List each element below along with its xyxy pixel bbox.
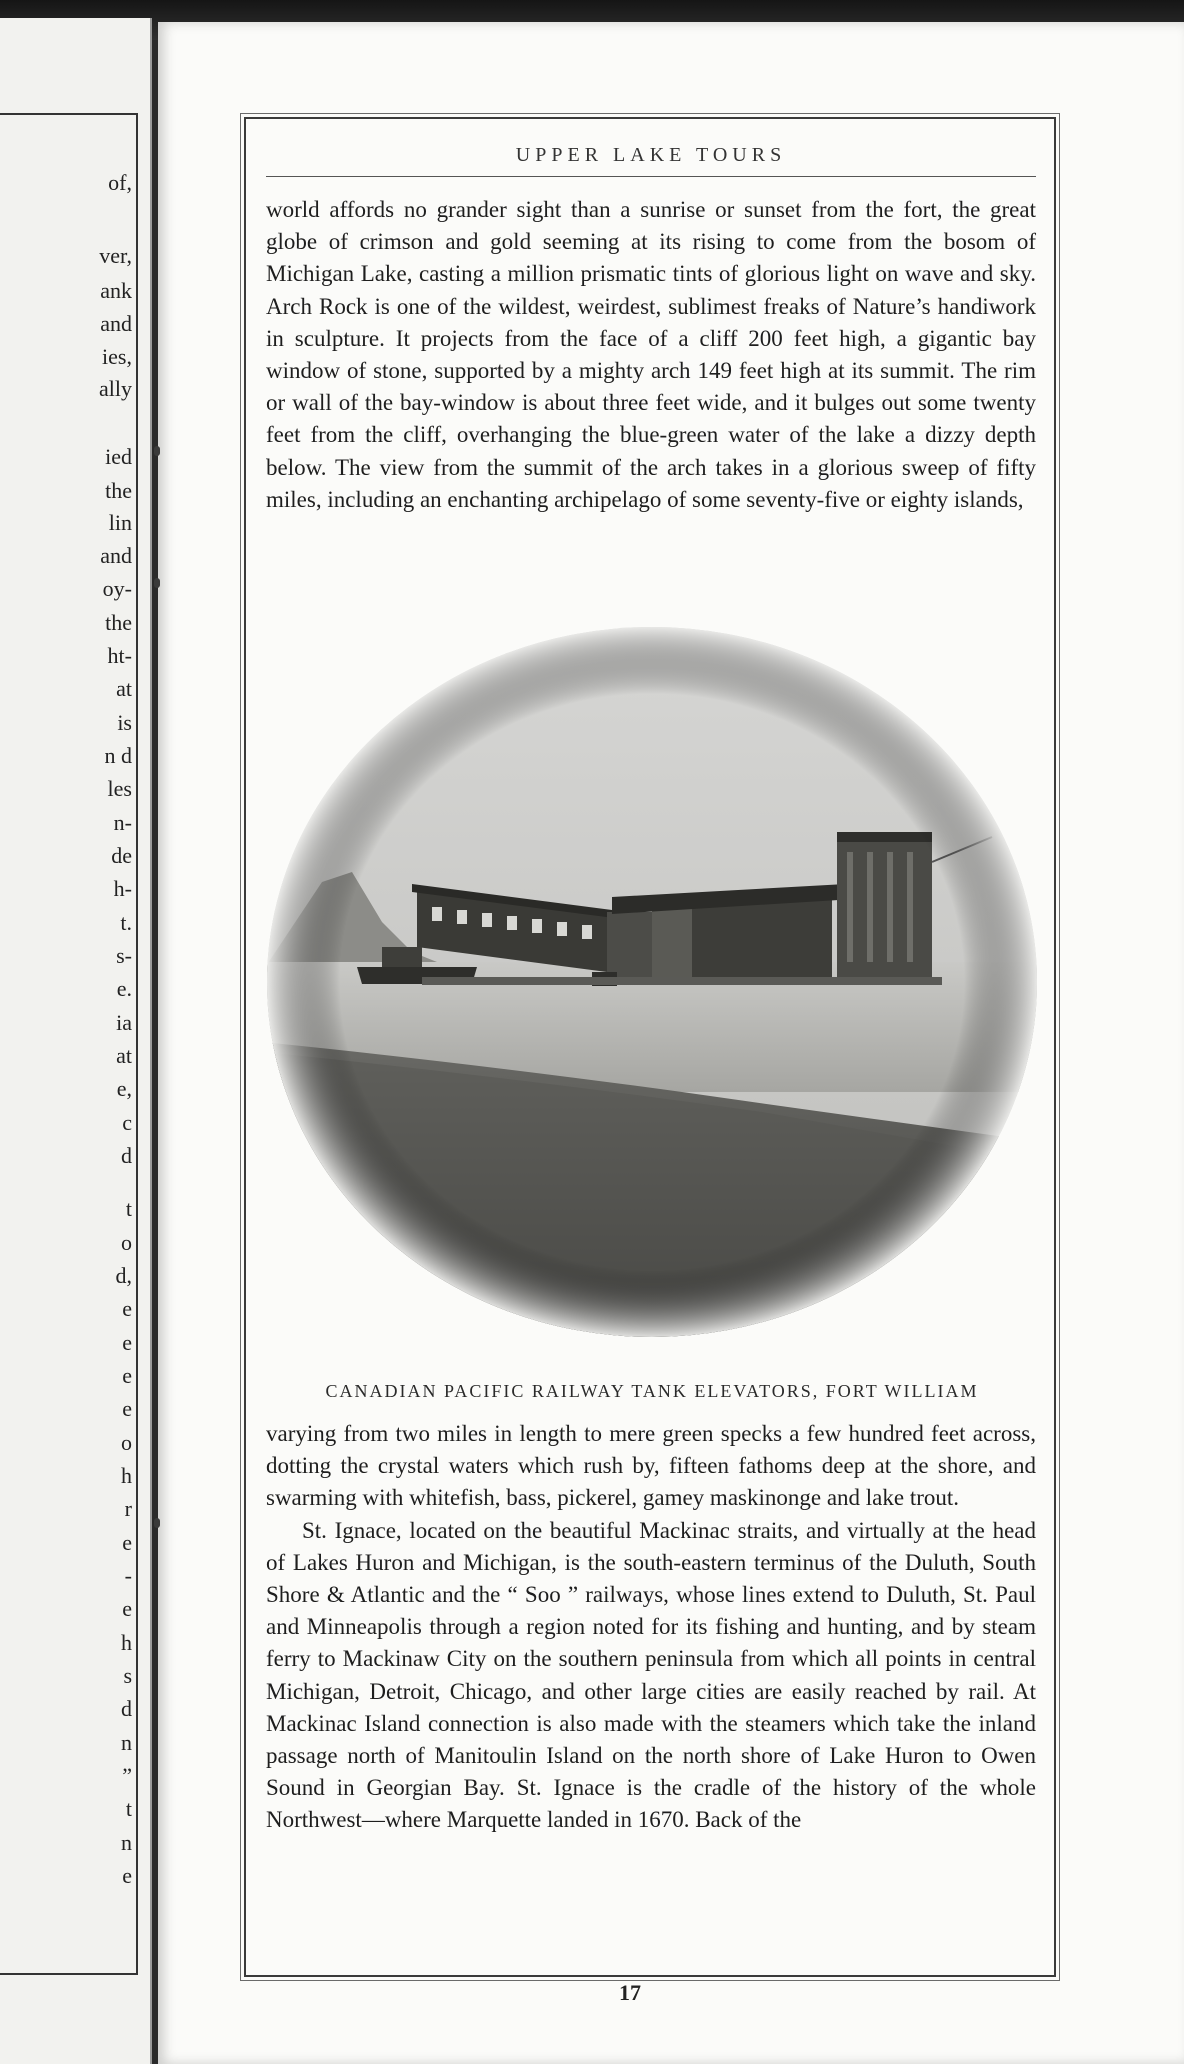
left-page-fragment: ” [122,1763,132,1788]
body-text-top [266,194,1036,516]
left-page-fragment: ied [105,444,132,469]
left-page-fragment: n d [104,743,132,768]
left-page-fragment: e [122,1863,132,1888]
left-page-fragment: les [107,776,132,801]
left-page-fragment: - [124,1563,132,1588]
left-page-fragment: at [116,1043,132,1068]
left-page-fragment: oy- [102,576,132,601]
paragraph: world affords no grander sight than a sunrise or sunset from the fort, the great globe of crimson and gold seeming at its rising to come from the bosom of Michigan Lake, casting a million prismatic tints of glorious light on wave and sky. Arch Rock is one of the wildest, weirdest, sublimest freaks of Nature’s handiwork in sculpture. It projects from the face of a cliff 200 feet high, a gigantic bay window of stone, supported by a mighty arch 149 feet high at its summit. The rim or wall of the bay-window is about three feet wide, and it bulges out some twenty feet from the cliff, overhanging the blue-green water of the lake a dizzy depth below. The view from the summit of the arch takes in a glorious sweep of fifty miles, including an enchanting archipelago of some seventy-five or eighty islands, [266,197,1036,512]
photo-caption: CANADIAN PACIFIC RAILWAY TANK ELEVATORS, FORT WILLIAM [325,1381,979,1401]
left-page-fragment: lin [108,510,132,535]
left-page-fragment: the [105,610,132,635]
left-page-fragment: e [122,1530,132,1555]
left-page-fragment: e [122,1330,132,1355]
left-page-fragment: the [105,478,132,503]
paragraph: varying from two miles in length to mere green specks a few hundred feet across, dotting the crystal waters which rush by, fifteen fathoms deep at the shore, and swarming with whitefish, bass, pickerel, gamey maskinonge and lake trout. [266,1421,1036,1511]
left-page-fragment: o [121,1230,132,1255]
left-page-fragment: h- [113,876,132,901]
left-page-fragment: e [122,1296,132,1321]
left-page-fragment: s- [116,943,132,968]
left-page-fragment: o [121,1430,132,1455]
left-page-fragment: e [122,1596,132,1621]
paragraph: St. Ignace, located on the beautiful Mackinac straits, and virtually at the head of Lakes Huron and Michigan, is the south-eastern terminus of the Duluth, South Shore & Atlantic and the “ Soo ” railways, whose lines extend to Duluth, St. Paul and Minneapolis through a region noted for its fishing and hunting, and by steam ferry to Mackinaw City on the southern peninsula from which all points in central Michigan, Detroit, Chicago, and other large cities are easily reached by rail. At Mackinac Island connection is also made with the steamers which take the inland passage north of Manitoulin Island on the north shore of Lake Huron to Owen Sound in Georgian Bay. St. Ignace is the cradle of the history of the whole Northwest—where Marquette landed in 1670. Back of the [266,1517,1036,1833]
running-head: UPPER LAKE TOURS [515,144,787,166]
left-page-fragment: h [121,1630,132,1655]
left-page-fragment: at [116,676,132,701]
left-page-fragment: d [121,1143,132,1168]
left-page-fragment: ank [100,278,132,303]
left-page-fragment: d, [115,1263,132,1288]
left-page-fragment: and [100,311,132,336]
left-page-fragment: ver, [99,243,132,268]
header-rule [266,176,1036,177]
left-page-fragment: of, [108,170,132,195]
left-page-fragment: h [121,1463,132,1488]
left-page-fragment: t [125,1796,132,1821]
left-page-fragment: t [125,1196,132,1221]
page-number: 17 [619,1980,641,2005]
left-page-fragment: s [123,1663,132,1688]
left-facing-page [0,18,152,2064]
photograph-grain-elevators [262,622,1042,1342]
left-page-fragment: n [121,1730,132,1755]
left-page-fragment: and [100,543,132,568]
left-page-fragment: r [124,1496,132,1521]
binding-mark [154,1518,160,1528]
left-page-fragment: e. [116,976,132,1001]
left-page-fragment: n- [113,810,132,835]
left-page-fragment: is [117,710,132,735]
left-page-fragment: ht- [107,643,132,668]
binding-mark [154,446,160,456]
left-page-fragment: t. [120,910,132,935]
left-page-fragment: e [122,1363,132,1388]
left-page-fragment: e, [116,1076,132,1101]
left-page-fragment: ia [116,1010,132,1035]
body-text-bottom [266,1418,1036,1837]
left-page-fragment: ies, [102,344,132,369]
left-page-fragment: d [121,1696,132,1721]
left-page-fragment: e [122,1396,132,1421]
left-page-fragment: de [111,843,132,868]
left-page-fragment: ally [99,376,132,401]
left-page-fragment: n [121,1830,132,1855]
binding-mark [154,578,160,588]
left-page-fragment: c [122,1110,132,1135]
